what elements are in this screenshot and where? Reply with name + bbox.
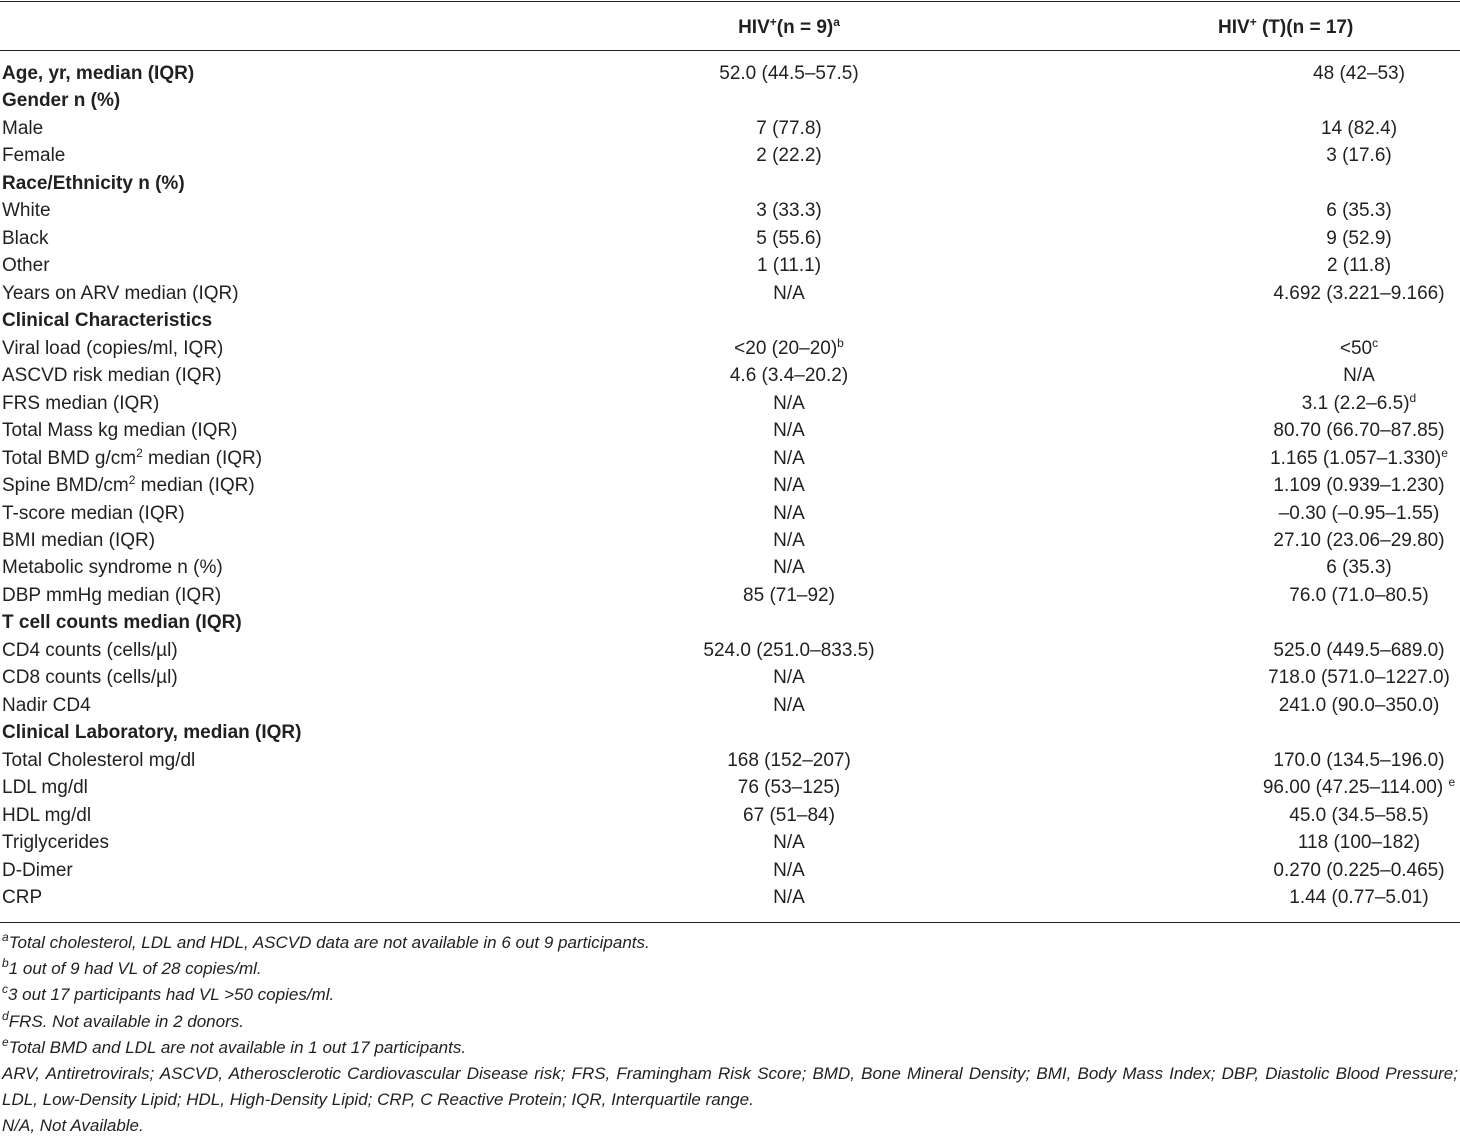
cell-hiv-t: 96.00 (47.25–114.00) $^e$	[1262, 775, 1456, 799]
row-label: Metabolic syndrome n (%)	[2, 557, 223, 579]
cell-hiv-t: 6 (35.3)	[1326, 557, 1392, 579]
cell-hiv: 3 (33.3)	[756, 200, 822, 222]
row-label: BMI median (IQR)	[2, 529, 156, 551]
cell-hiv-t: 241.0 (90.0–350.0)	[1278, 694, 1440, 716]
cell-hiv-t: 1.165 $(1.057-1.330)^e$	[1270, 445, 1448, 469]
row-label: Nadir CD4	[2, 694, 91, 716]
cell-hiv-t: 3.1 $(2.2-6.5)^d$	[1301, 390, 1417, 414]
row-label: CD8 counts (cells/µl)	[2, 667, 178, 689]
row-label: Years on ARV median (IQR)	[2, 282, 239, 304]
row-label: CD4 counts (cells/µl)	[2, 639, 178, 661]
table-row	[0, 252, 1460, 279]
cell-hiv: 76 (53–125)	[737, 777, 841, 799]
row-label: Triglycerides	[2, 832, 109, 854]
row-label: HDL mg/dl	[2, 804, 92, 826]
cell-hiv-t: $<50^c$	[1339, 335, 1379, 359]
row-label: Clinical Characteristics	[2, 310, 213, 332]
section-header-row	[0, 307, 1460, 334]
cell-hiv-t: 27.10 (23.06–29.80)	[1273, 529, 1445, 551]
cell-hiv: N/A	[773, 887, 805, 909]
table-row	[0, 554, 1460, 581]
table-row	[0, 884, 1460, 911]
cell-hiv-t: 118 (100–182)	[1297, 832, 1421, 854]
section-header-row	[0, 609, 1460, 636]
cell-hiv-t: 718.0 (571.0–1227.0)	[1268, 667, 1450, 689]
cell-hiv-t: 1.109 (0.939–1.230)	[1273, 475, 1445, 497]
cell-hiv: N/A	[773, 420, 805, 442]
table-row	[0, 664, 1460, 691]
section-header-row	[0, 719, 1460, 746]
row-label: Gender n (%)	[2, 90, 121, 112]
table-row	[0, 637, 1460, 664]
cell-hiv: 168 (152–207)	[727, 749, 851, 771]
cell-hiv: N/A	[773, 832, 805, 854]
table-row	[0, 115, 1460, 142]
row-label: Other	[2, 255, 50, 277]
column-header-hiv-t: HIV+ (T)(n = 17)	[1218, 15, 1354, 38]
row-label: T cell counts median (IQR)	[2, 612, 242, 634]
cell-hiv: N/A	[773, 694, 805, 716]
cell-hiv-t: 4.692 (3.221–9.166)	[1273, 282, 1445, 304]
section-header-row	[0, 170, 1460, 197]
table-row	[0, 747, 1460, 774]
cell-hiv-t: 6 (35.3)	[1326, 200, 1392, 222]
row-label: Male	[2, 117, 44, 139]
cell-hiv: N/A	[773, 529, 805, 551]
top-rule	[0, 1, 1460, 2]
cell-hiv-t: 3 (17.6)	[1326, 145, 1392, 167]
row-label: Spine BMD/$cm^2$ median (IQR)	[2, 473, 255, 497]
section-header-row	[0, 87, 1460, 114]
cell-hiv: N/A	[773, 447, 805, 469]
row-label: CRP	[2, 887, 43, 909]
cell-hiv: 7 (77.8)	[756, 117, 822, 139]
cell-hiv-t: 525.0 (449.5–689.0)	[1273, 639, 1445, 661]
table-row	[0, 142, 1460, 169]
cell-hiv-t: 80.70 (66.70–87.85)	[1273, 420, 1445, 442]
cell-hiv-t: 170.0 (134.5–196.0)	[1273, 749, 1445, 771]
footnote-c: $^c$3 out 17 participants had VL >50 copies/ml.	[2, 982, 335, 1005]
table-row	[0, 500, 1460, 527]
table-row	[0, 417, 1460, 444]
table-row	[0, 692, 1460, 719]
row-label: T-score median (IQR)	[2, 502, 185, 524]
cell-hiv: N/A	[773, 282, 805, 304]
table-row	[0, 472, 1460, 499]
cell-hiv: N/A	[773, 667, 805, 689]
row-label: Total Cholesterol mg/dl	[2, 749, 196, 771]
cell-hiv: 4.6 (3.4–20.2)	[729, 365, 849, 387]
cell-hiv: 85 (71–92)	[743, 584, 835, 606]
cell-hiv: 52.0 (44.5–57.5)	[719, 63, 859, 84]
table-row	[0, 857, 1460, 884]
row-label: FRS median (IQR)	[2, 392, 160, 414]
footnote-d: $^d$FRS. Not available in 2 donors.	[2, 1008, 244, 1031]
cell-hiv: <20 $(20-20)^b$	[734, 335, 844, 359]
table-row	[0, 280, 1460, 307]
bottom-rule	[0, 922, 1460, 923]
row-label: DBP mmHg median (IQR)	[2, 584, 222, 606]
cell-hiv-t: 1.44 (0.77–5.01)	[1289, 887, 1429, 909]
footnote-e: $^e$Total BMD and LDL are not available in 1 out 17 participants.	[2, 1034, 467, 1057]
cell-hiv: 524.0 (251.0–833.5)	[703, 639, 875, 661]
row-label: LDL mg/dl	[2, 777, 88, 799]
row-label: Total BMD $g/cm^2$ median (IQR)	[2, 445, 263, 469]
table-row	[0, 802, 1460, 829]
row-label: Clinical Laboratory, median (IQR)	[2, 722, 302, 744]
na-note: N/A, Not Available.	[2, 1116, 144, 1136]
cell-hiv-t: 76.0 (71.0–80.5)	[1289, 584, 1429, 606]
table-row	[0, 527, 1460, 554]
cell-hiv-t: 48 (42–53)	[1313, 63, 1405, 84]
cell-hiv: 2 (22.2)	[756, 145, 822, 167]
cell-hiv-t: 45.0 (34.5–58.5)	[1289, 804, 1429, 826]
table-row	[0, 197, 1460, 224]
footnote-list	[2, 930, 1458, 1061]
cell-hiv-t: 2 (11.8)	[1326, 255, 1392, 277]
table-row	[0, 390, 1460, 417]
footnote-a: $^a$Total cholesterol, LDL and HDL, ASCVD data are not available in 6 out 9 participants.	[2, 930, 650, 952]
footnote-b: $^b$1 out of 9 had VL of 28 copies/ml.	[2, 956, 262, 979]
row-label: Age, yr, median (IQR)	[2, 63, 195, 84]
table-row	[0, 225, 1460, 252]
cell-hiv-t: 0.270 (0.225–0.465)	[1273, 859, 1445, 881]
table-row	[0, 829, 1460, 856]
row-label: Race/Ethnicity n (%)	[2, 172, 185, 194]
row-label: D-Dimer	[2, 859, 73, 881]
column-header-hiv: HIV+(n = 9)$^a$	[738, 15, 840, 38]
table-row	[0, 774, 1460, 801]
cell-hiv-t: 14 (82.4)	[1320, 117, 1398, 139]
table-row	[0, 335, 1460, 362]
cell-hiv: 5 (55.6)	[756, 227, 822, 249]
row-label: White	[2, 200, 51, 222]
cell-hiv-t: –0.30 (–0.95–1.55)	[1278, 502, 1440, 524]
row-label: Black	[2, 227, 49, 249]
section-header-row	[0, 60, 1460, 87]
cell-hiv-t: 9 (52.9)	[1326, 227, 1392, 249]
cell-hiv: N/A	[773, 557, 805, 579]
table-footnotes	[2, 930, 1458, 1140]
row-label: Viral load (copies/ml, IQR)	[2, 337, 224, 359]
row-label: Total Mass kg median (IQR)	[2, 420, 238, 442]
abbreviations-note: ARV, Antiretrovirals; ASCVD, Atherosclerotic Cardiovascular Disease risk; FRS, Framingham Risk Score; BMD, Bone Mineral Density; BMI, Body Mass Index; DBP, Diastolic Blood Pressure; LDL, Low-Density Lipid; HDL, High-Density Lipid; CRP, C Reactive Protein; IQR, Interquartile range.	[2, 1064, 1458, 1110]
cell-hiv: N/A	[773, 502, 805, 524]
cell-hiv: N/A	[773, 475, 805, 497]
cell-hiv: N/A	[773, 859, 805, 881]
table-row	[0, 362, 1460, 389]
cell-hiv: 1 (11.1)	[756, 255, 822, 277]
cell-hiv: N/A	[773, 392, 805, 414]
table-row	[0, 582, 1460, 609]
row-label: ASCVD risk median (IQR)	[2, 365, 222, 387]
header-rule	[0, 50, 1460, 51]
cell-hiv: 67 (51–84)	[743, 804, 835, 826]
row-label: Female	[2, 145, 66, 167]
table-body	[0, 60, 1460, 912]
table-row	[0, 445, 1460, 472]
cell-hiv-t: N/A	[1343, 365, 1375, 387]
